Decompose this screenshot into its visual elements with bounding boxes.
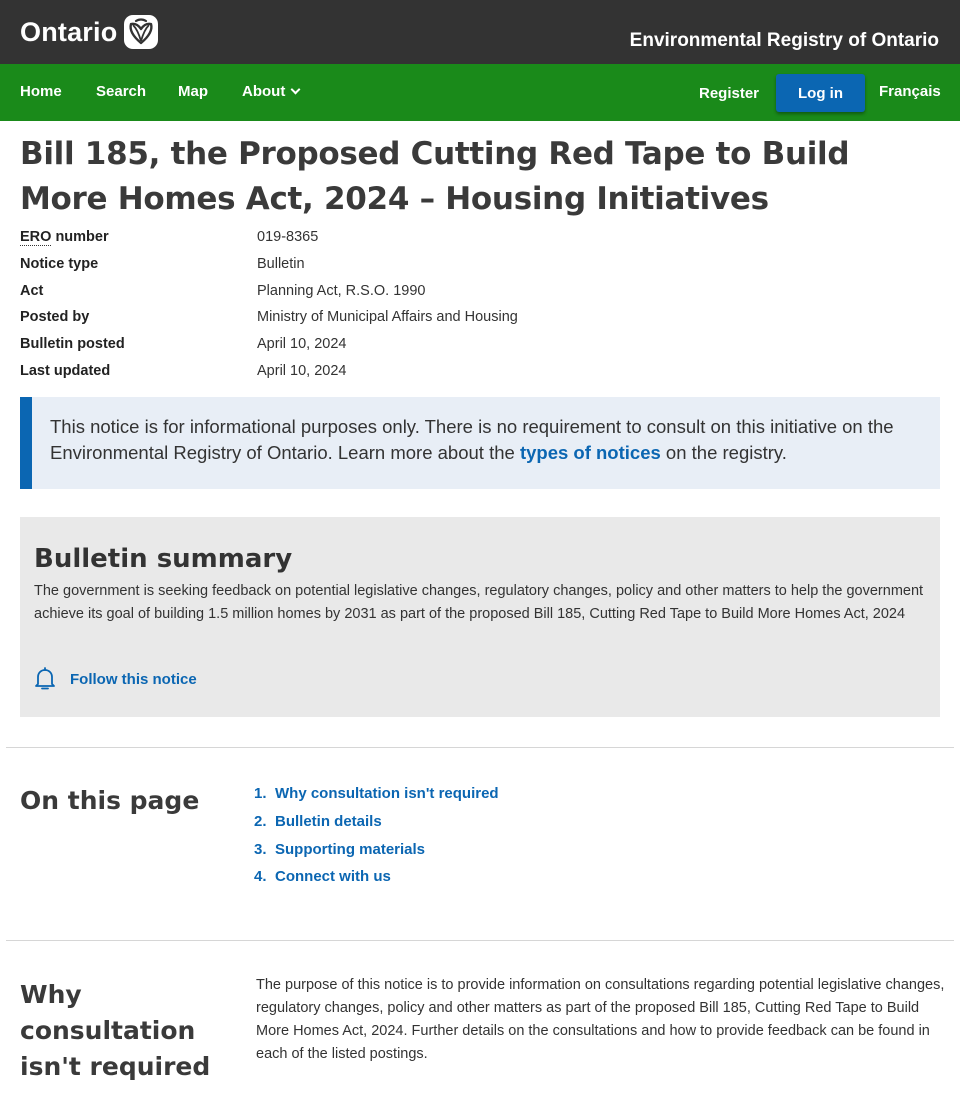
trillium-logo-icon — [123, 14, 159, 50]
meta-label-posted-by: Posted by — [20, 309, 90, 326]
summary-heading: Bulletin summary — [34, 544, 293, 574]
registry-title[interactable]: Environmental Registry of Ontario — [629, 30, 939, 51]
info-callout — [20, 397, 940, 489]
callout-text-after: on the registry. — [660, 442, 787, 463]
toc-number: 2. — [254, 812, 267, 830]
types-of-notices-link[interactable]: types of notices — [519, 442, 661, 463]
page-title: Bill 185, the Proposed Cutting Red Tape to Build More Homes Act, 2024 – Housing Initiatives — [20, 136, 850, 217]
bulletin-summary — [20, 517, 940, 717]
toc-item-bulletin-details[interactable] — [254, 813, 499, 841]
section-divider — [6, 940, 954, 941]
nav-about[interactable] — [242, 83, 299, 100]
nav-map[interactable]: Map — [178, 83, 208, 100]
why-consultation-body: The purpose of this notice is to provide information on consultations regarding potential legislative changes, regulatory changes, policy and other matters as part of the proposed Bill 185, Cutting Red Tape to Build More Homes Act, 2024. Further details on the consultations and how to provide feedback can be found in each of the listed postings. — [256, 977, 945, 1062]
toc-number: 1. — [254, 785, 267, 802]
ero-abbreviation[interactable]: ERO — [20, 229, 52, 245]
toc-link-label: Bulletin details — [275, 812, 382, 830]
meta-value-posted-by: Ministry of Municipal Affairs and Housing — [257, 309, 518, 326]
bell-icon — [34, 667, 56, 691]
toc-link-label: Connect with us — [275, 868, 391, 886]
meta-label-bulletin-posted: Bulletin posted — [20, 336, 125, 353]
meta-value-bulletin-posted: April 10, 2024 — [257, 336, 347, 353]
toc-heading: On this page — [20, 786, 200, 815]
site-header — [0, 0, 960, 64]
meta-label-notice-type: Notice type — [20, 255, 99, 272]
why-consultation-heading: Why consultation isn't required — [20, 980, 211, 1081]
nav-about-label: About — [242, 83, 286, 100]
nav-home[interactable]: Home — [20, 83, 62, 100]
section-divider — [6, 747, 954, 748]
meta-value-notice-type: Bulletin — [257, 255, 305, 272]
meta-label-ero-rest: number — [51, 229, 109, 245]
toc-number: 4. — [254, 868, 267, 886]
meta-label-act: Act — [20, 282, 44, 299]
ontario-logo[interactable] — [20, 14, 159, 50]
toc-link-label: Why consultation isn't required — [275, 785, 499, 802]
summary-body: The government is seeking feedback on potential legislative changes, regulatory changes, policy and other matters to help the government achieve its goal of building 1.5 million homes by 2031 as part of the proposed Bill 185, Cutting Red Tape to Build More Homes Act, 2024 — [34, 583, 924, 622]
follow-notice-button[interactable] — [34, 667, 197, 691]
language-toggle[interactable]: Français — [879, 83, 941, 100]
toc-number: 3. — [254, 840, 267, 858]
meta-label-last-updated: Last updated — [20, 362, 111, 379]
nav-search[interactable]: Search — [96, 83, 147, 100]
register-link[interactable]: Register — [699, 85, 760, 102]
follow-notice-label: Follow this notice — [70, 670, 197, 688]
toc-item-supporting-materials[interactable] — [254, 841, 499, 869]
meta-value-act: Planning Act, R.S.O. 1990 — [257, 282, 426, 299]
meta-value-ero: 019-8365 — [257, 229, 319, 245]
meta-label-ero — [20, 227, 240, 247]
callout-text-before: This notice is for informational purposes only. There is no requirement to consult on this initiative on the Environmental Registry of Ontario. Learn more about the — [50, 416, 894, 463]
chevron-down-icon — [291, 85, 301, 95]
toc-link-label: Supporting materials — [275, 840, 426, 858]
table-of-contents — [254, 785, 499, 896]
login-button[interactable]: Log in — [776, 74, 865, 112]
meta-value-last-updated: April 10, 2024 — [257, 362, 347, 379]
toc-item-why-consultation[interactable] — [254, 785, 499, 813]
toc-item-connect-with-us[interactable] — [254, 868, 499, 896]
brand-name: Ontario — [20, 16, 118, 47]
